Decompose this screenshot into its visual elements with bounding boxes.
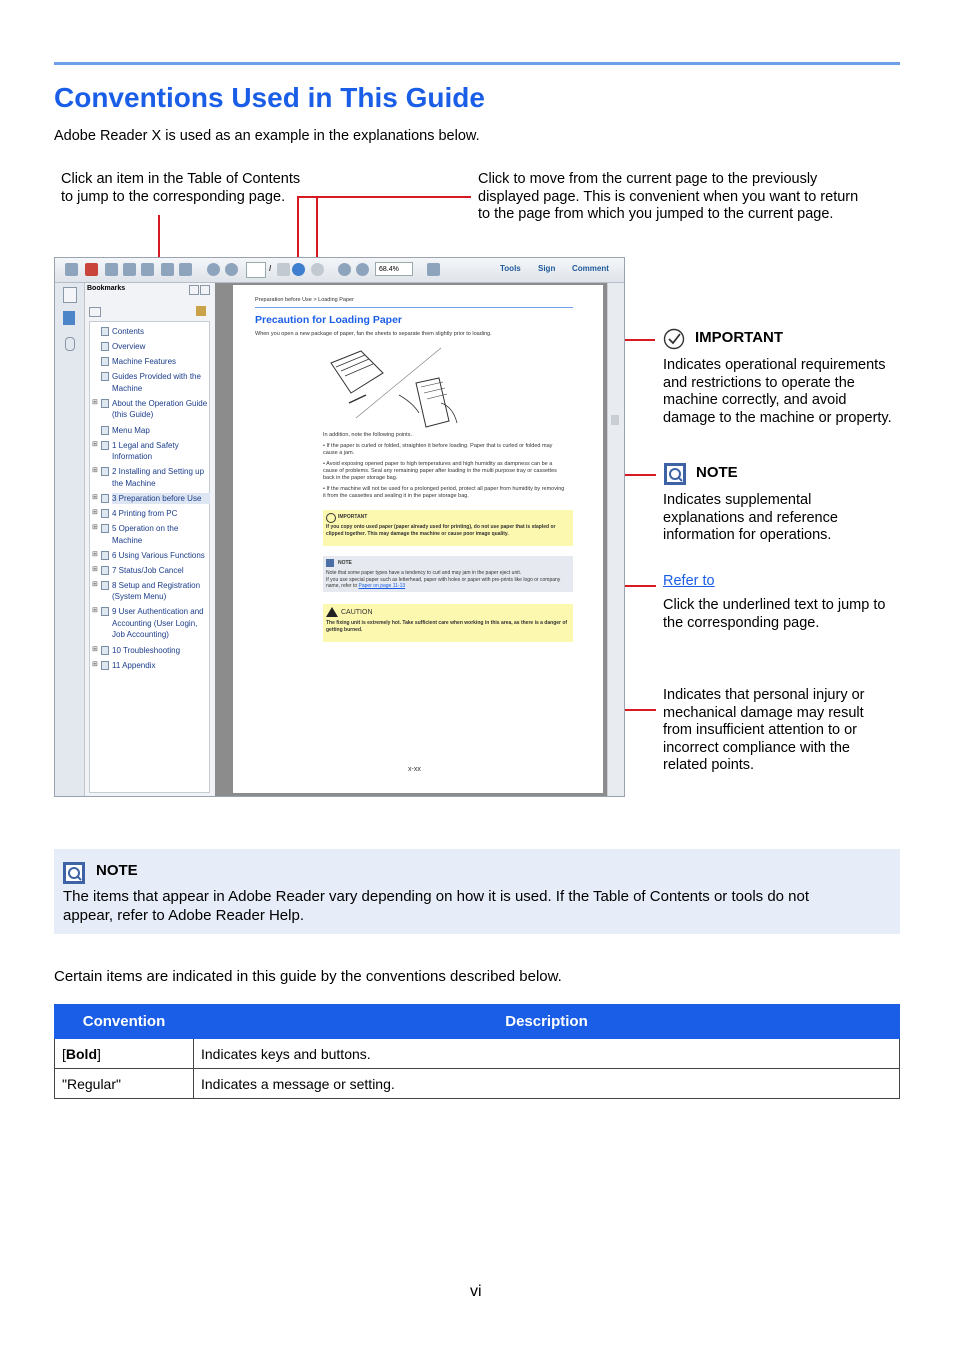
expand-icon[interactable]: ⊞ <box>92 467 98 475</box>
bookmark-label: 3 Preparation before Use <box>112 493 210 505</box>
sign-button[interactable]: Sign <box>538 264 556 273</box>
bookmark-tag-icon[interactable] <box>196 306 206 316</box>
pdf-icon[interactable] <box>85 263 98 276</box>
cloud-icon[interactable] <box>123 263 136 276</box>
bookmark-label: Menu Map <box>112 425 150 435</box>
doc-important-text: If you copy onto used paper (paper already used for printing), do not use paper that is stapled or clipped together. This may damage the machine or cause poor image quality. <box>326 524 556 537</box>
expand-icon[interactable]: ⊞ <box>92 493 98 501</box>
caution-line: Indicates that personal injury or <box>663 687 865 703</box>
callout-line-next <box>316 196 318 262</box>
doc-note-text <box>326 570 570 590</box>
intro-text: Adobe Reader X is used as an example in the explanations below. <box>54 128 480 144</box>
bookmark-label: 9 User Authentication and Accounting (User Login, Job Accounting) <box>112 607 204 640</box>
doc-important-box <box>323 510 573 546</box>
doc-bullet: • If the machine will not be used for a prolonged period, protect all paper from humidity by removing it from the cassettes and sealing it in the paper storage bag. <box>323 486 565 499</box>
column-header-convention: Convention <box>55 1005 194 1039</box>
print-icon[interactable] <box>161 263 174 276</box>
bookmark-page-icon <box>101 399 109 408</box>
caution-line: incorrect compliance with the <box>663 739 850 756</box>
note-band-line: The items that appear in Adobe Reader vary depending on how it is used. If the Table of Contents or tools do not <box>63 888 810 905</box>
expand-icon[interactable]: ⊞ <box>92 565 98 573</box>
important-line: damage to the machine or property. <box>663 409 892 426</box>
zoom-input[interactable]: 68.4% <box>375 262 413 276</box>
bookmark-page-icon <box>101 441 109 450</box>
callout-toc-line: Click an item in the Table of Contents <box>61 171 301 187</box>
bookmarks-label: Bookmarks <box>87 285 126 292</box>
doc-note-line: Note that some paper types have a tendency to curl and may jam in the paper eject unit. <box>326 570 522 576</box>
conventions-intro: Certain items are indicated in this guide by the conventions described below. <box>54 968 562 985</box>
note-icon <box>326 559 334 567</box>
doc-note-link[interactable]: Paper on page 11-13 <box>358 583 406 589</box>
refer-line: Click the underlined text to jump to <box>663 597 886 613</box>
note-line: information for operations. <box>663 527 832 544</box>
doc-rule <box>255 307 573 308</box>
bookmark-label: 1 Legal and Safety Information <box>112 440 179 462</box>
bookmark-label: 10 Troubleshooting <box>112 645 181 655</box>
callout-prev-line: displayed page. This is convenient when you want to return <box>478 188 859 205</box>
doc-bullet-text: If the paper is curled or folded, straighten it before loading. Paper that is curled or folded may cause a jam. <box>323 443 553 456</box>
create-icon[interactable] <box>65 263 78 276</box>
bookmark-page-icon <box>101 661 109 670</box>
edit-icon[interactable] <box>105 263 118 276</box>
bookmark-label: 7 Status/Job Cancel <box>112 565 184 575</box>
convention-cell: "Regular" <box>55 1069 194 1099</box>
important-description <box>663 357 892 427</box>
page-down-icon[interactable] <box>225 263 238 276</box>
table-row <box>55 1069 900 1099</box>
bookmark-label: Overview <box>112 342 146 352</box>
bookmark-page-icon <box>101 581 109 590</box>
expand-icon[interactable]: ⊞ <box>92 660 98 668</box>
doc-breadcrumb: Preparation before Use > Loading Paper <box>255 297 354 303</box>
note-description <box>663 492 838 545</box>
previous-view-icon[interactable] <box>292 263 305 276</box>
bracket: [ <box>62 1045 66 1062</box>
bookmark-page-icon <box>101 607 109 616</box>
check-icon <box>326 513 336 523</box>
description-cell: Indicates a message or setting. <box>194 1069 900 1099</box>
refer-to-link[interactable]: Refer to <box>663 573 715 589</box>
callout-line-prev <box>297 196 299 262</box>
note-band <box>54 849 900 934</box>
page-number: vi <box>470 1283 482 1300</box>
doc-bullet: • Avoid exposing opened paper to high temperatures and high humidity as dampness can be a cause of problems. Seal any remaining paper after loading in the multi purpose tray or cassettes back in the paper storage bag. <box>323 461 557 481</box>
callout-prev-line: Click to move from the current page to the previously <box>478 171 818 187</box>
attachment-icon[interactable] <box>65 337 75 351</box>
note-band-text <box>63 887 809 925</box>
callout-toc <box>61 171 300 206</box>
doc-bullet-text: If the machine will not be used for a prolonged period, protect all paper from humidity by removing it from the cassettes and sealing it in the paper storage bag. <box>323 486 565 499</box>
refer-description <box>663 597 885 632</box>
caution-line: mechanical damage may result <box>663 704 864 721</box>
doc-note-label: NOTE <box>338 560 352 566</box>
reader-screenshot <box>54 257 625 797</box>
mail-icon[interactable] <box>179 263 192 276</box>
bookmark-label: 5 Operation on the Machine <box>112 524 179 545</box>
fit-page-icon[interactable] <box>427 263 440 276</box>
tools-button[interactable]: Tools <box>500 264 521 273</box>
bookmark-label: 6 Using Various Functions <box>112 550 205 560</box>
caution-description <box>663 687 865 775</box>
bookmark-page-icon <box>101 357 109 366</box>
bookmark-label: Guides Provided with the Machine <box>112 372 201 393</box>
bookmark-label: 8 Setup and Registration (System Menu) <box>112 580 201 602</box>
important-line: machine correctly, and avoid <box>663 392 847 409</box>
expand-panel-icon[interactable] <box>200 285 210 295</box>
paper-fanning-illustration <box>321 343 471 443</box>
doc-note-line: If you use special paper such as letterhead, paper with holes or paper with pre-prints like logo or company name, refer to <box>326 576 561 589</box>
callout-toc-line: to jump to the corresponding page. <box>61 188 286 205</box>
zoom-in-icon[interactable] <box>356 263 369 276</box>
doc-important-label: IMPORTANT <box>338 514 368 520</box>
table-row <box>55 1039 900 1069</box>
expand-icon[interactable]: ⊞ <box>92 398 98 406</box>
bookmark-page-icon <box>101 551 109 560</box>
expand-icon[interactable]: ⊞ <box>92 580 98 588</box>
bookmark-page-icon <box>101 467 109 476</box>
doc-bullet-text: Avoid exposing opened paper to high temperatures and high humidity as dampness can be a cause of problems. Seal any remaining paper after loading in the multi purpose tray or cassettes back in the paper storage bag. <box>323 461 557 481</box>
page-thumbnails-icon[interactable] <box>63 287 77 303</box>
convention-cell <box>55 1039 194 1069</box>
doc-in-addition: In addition, note the following points. <box>323 432 412 438</box>
refer-line: the corresponding page. <box>663 614 820 631</box>
bookmark-page-icon <box>101 566 109 575</box>
doc-note-box <box>323 556 573 592</box>
doc-heading: Precaution for Loading Paper <box>255 314 403 326</box>
callout-line-prev <box>297 196 471 198</box>
expand-icon[interactable]: ⊞ <box>92 508 98 516</box>
reader-toolbar <box>55 258 624 283</box>
page-separator: / <box>269 264 272 273</box>
save-icon[interactable] <box>141 263 154 276</box>
bookmark-page-icon <box>101 426 109 435</box>
bookmark-list <box>89 321 210 793</box>
expand-icon[interactable]: ⊞ <box>92 550 98 558</box>
doc-caution-label: CAUTION <box>341 609 373 616</box>
description-cell: Indicates keys and buttons. <box>194 1039 900 1069</box>
bookmark-label: Machine Features <box>112 357 177 367</box>
expand-icon[interactable]: ⊞ <box>92 524 98 531</box>
navigation-rail <box>55 283 85 797</box>
zoom-out-icon[interactable] <box>338 263 351 276</box>
bookmark-label: Contents <box>112 327 145 336</box>
bold-example: Bold <box>65 1045 97 1062</box>
doc-caution-text: The fixing unit is extremely hot. Take sufficient care when working in this area, as there is a danger of getting burned. <box>326 620 568 633</box>
options-icon[interactable] <box>89 307 101 317</box>
comment-button[interactable]: Comment <box>572 264 609 273</box>
important-icon <box>663 328 687 352</box>
bookmarks-panel <box>85 283 213 795</box>
bookmark-page-icon <box>101 509 109 518</box>
doc-bullets <box>323 443 568 500</box>
bracket: ] <box>97 1045 101 1062</box>
bookmark-page-icon <box>101 372 109 381</box>
bookmark-label: 11 Appendix <box>112 660 156 670</box>
header-rule <box>54 62 900 65</box>
next-view-icon[interactable] <box>311 263 324 276</box>
bookmark-label: 4 Printing from PC <box>112 508 178 518</box>
document-page <box>233 285 603 793</box>
callout-prev-line: to the page from which you jumped to the current page. <box>478 206 834 223</box>
doc-page-footer: x-xx <box>408 766 421 773</box>
bookmark-page-icon <box>101 494 109 503</box>
bookmark-page-icon <box>101 646 109 655</box>
document-view <box>215 283 623 797</box>
important-line: Indicates operational requirements <box>663 357 886 373</box>
warning-icon <box>326 607 338 617</box>
page-title: Conventions Used in This Guide <box>54 82 485 113</box>
note-icon <box>62 861 86 885</box>
bookmark-icon[interactable] <box>63 311 75 325</box>
bookmark-label: 2 Installing and Setting up the Machine <box>112 467 205 488</box>
note-title: NOTE <box>696 464 738 481</box>
page-up-icon[interactable] <box>207 263 220 276</box>
note-line: explanations and reference <box>663 509 838 526</box>
bookmark-page-icon <box>101 327 109 336</box>
expand-icon[interactable]: ⊞ <box>92 440 98 448</box>
bookmark-page-icon <box>101 342 109 351</box>
note-icon <box>663 462 687 486</box>
vertical-scrollbar[interactable] <box>607 283 624 797</box>
page-number-input[interactable] <box>246 262 266 278</box>
doc-lead: When you open a new package of paper, fan the sheets to separate them slightly prior to loading. <box>255 331 492 337</box>
page-count-icon <box>277 263 290 276</box>
doc-caution-box <box>323 604 573 642</box>
important-line: and restrictions to operate the <box>663 374 855 391</box>
expand-icon[interactable]: ⊞ <box>92 645 98 653</box>
conventions-table <box>54 1004 900 1099</box>
column-header-description: Description <box>194 1005 900 1039</box>
bookmark-label: About the Operation Guide (this Guide) <box>112 398 208 420</box>
expand-icon[interactable]: ⊞ <box>92 607 98 615</box>
bookmark-page-icon <box>101 524 109 533</box>
table-header-row <box>55 1005 900 1039</box>
caution-line: from insufficient attention to or <box>663 722 857 739</box>
collapse-panel-icon[interactable] <box>189 285 199 295</box>
callout-previous-view <box>478 171 858 224</box>
doc-bullet: • If the paper is curled or folded, straighten it before loading. Paper that is curled or folded may cause a jam. <box>323 443 553 456</box>
caution-line: related points. <box>663 757 755 774</box>
important-title: IMPORTANT <box>695 329 784 346</box>
note-band-title: NOTE <box>96 862 138 879</box>
scrollbar-thumb[interactable] <box>611 415 619 425</box>
note-band-line: appear, refer to Adobe Reader Help. <box>63 907 304 924</box>
note-line: Indicates supplemental <box>663 492 812 508</box>
